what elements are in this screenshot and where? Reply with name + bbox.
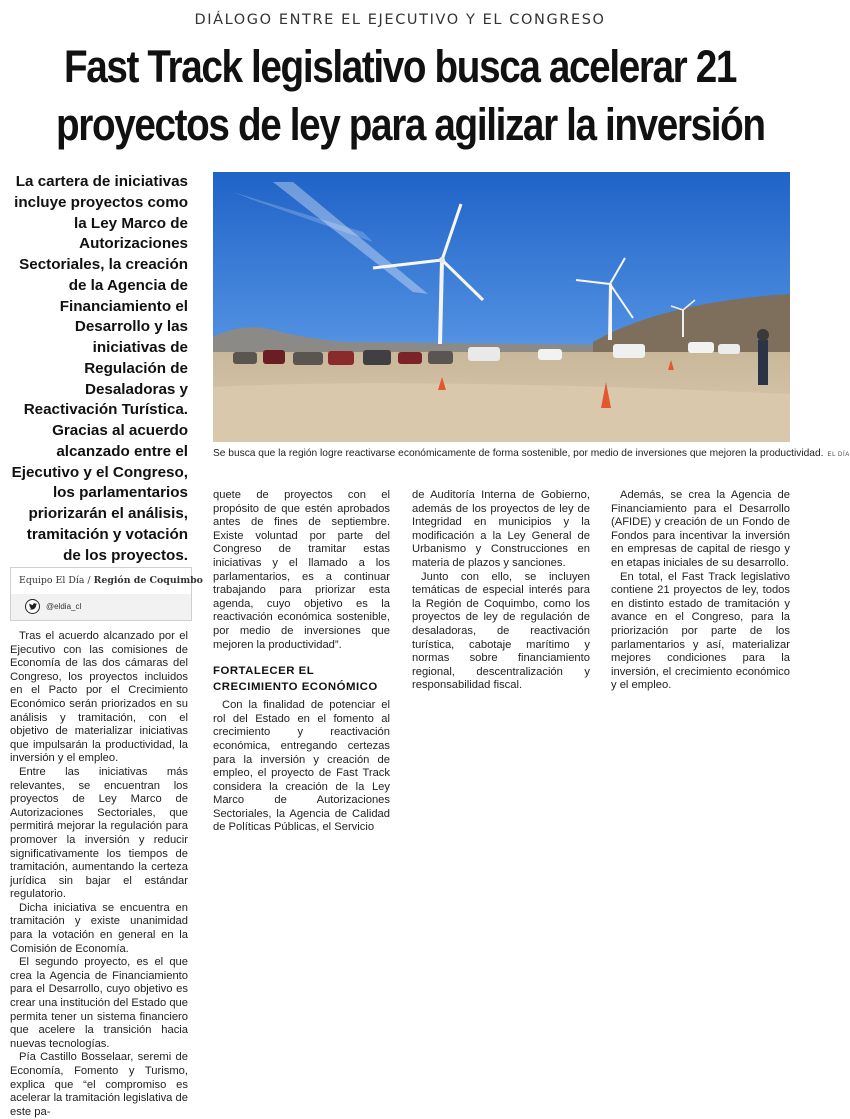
body-column-4 — [611, 489, 790, 693]
paragraph: Pía Castillo Bosselaar, seremi de Economía, Fomento y Turismo, explica que “el compromiso es acelerar la tramitación legislativa de este pa- — [10, 1051, 188, 1118]
wind-turbine-photo — [213, 172, 790, 442]
section-subhead — [213, 664, 390, 695]
photo-caption-text: Se busca que la región logre reactivarse económicamente de forma sostenible, por medio de inversiones que mejoren la productividad. — [213, 448, 824, 459]
byline-box — [10, 567, 203, 621]
subhead-line-1: FORTALECER EL — [213, 665, 315, 678]
twitter-icon — [25, 599, 40, 614]
kicker: DIÁLOGO ENTRE EL EJECUTIVO Y EL CONGRESO — [194, 12, 606, 28]
byline-team: Equipo El Día / — [19, 575, 91, 586]
body-column-1 — [10, 630, 188, 1119]
paragraph: En total, el Fast Track legislativo contiene 21 proyectos de ley, todos en distinto estado de tramitación y avance en el Congreso, para la priorización por parte de los parlamentarios y así, materializar mejores condiciones para la inversión, el crecimiento económico y el empleo. — [611, 570, 790, 692]
headline-line-1: Fast Track legislativo busca acelerar 21 — [63, 41, 737, 92]
body-column-3 — [412, 489, 590, 693]
lede-summary: La cartera de iniciativas incluye proyectos como la Ley Marco de Autorizaciones Sectoriales, la creación de la Agencia de Financiamiento el Desarrollo y las iniciativas de Regulación de Desaladoras y Reactivación Turística. Gracias al acuerdo alcanzado entre el Ejecutivo y el Congreso, los parlamentarios priorizarán el análisis, tramitación y votación de los proyectos. — [11, 173, 188, 564]
paragraph: Junto con ello, se incluyen temáticas de especial interés para la Región de Coquimbo, como los proyectos de ley de regulación de desaladoras, de reactivación turística, cabotaje marítimo y normas sobre financiamiento regional, descentralización y responsabilidad fiscal. — [412, 570, 590, 692]
paragraph: quete de proyectos con el propósito de que estén aprobados antes de fines de septiembre. Existe voluntad por parte del Congreso de tramitar estas iniciativas y el llamado a los parlamentarios, es a continuar trabajando para priorizar esta agenda, cuyo objetivo es la reactivación económica sostenible, por medio de inversiones que mejoren la productividad”. — [213, 489, 390, 651]
byline-region: Región de Coquimbo — [93, 575, 203, 586]
body-column-2 — [213, 489, 390, 835]
paragraph: de Auditoría Interna de Gobierno, además de los proyectos de ley de Integridad en municipios y la modificación a la Ley General de Urbanismo y Construcciones en materia de plazos y sanciones. — [412, 489, 590, 569]
social-handle[interactable] — [11, 594, 191, 619]
paragraph: El segundo proyecto, es el que crea la Agencia de Financiamiento para el Desarrollo, cuyo objetivo es crear una institución del Estado que permita tener un sistema financiero que acelere la transición hacia nuevas tecnologías. — [10, 956, 188, 1050]
headline-line-2: proyectos de ley para agilizar la inversión — [56, 99, 765, 150]
paragraph: Además, se crea la Agencia de Financiamiento para el Desarrollo (AFIDE) y creación de un Fondo de Fondos para incentivar la inversión en empresas de capital de riesgo y en etapas iniciales de su desarrollo. — [611, 489, 790, 569]
paragraph: Entre las iniciativas más relevantes, se encuentran los proyectos de Ley Marco de Autorizaciones Sectoriales, que permitirá mejorar la regulación para promover la inversión y reducir significativamente los tiempos de tramitación, aumentando la certeza jurídica sin bajar el estándar regulatorio. — [10, 765, 188, 901]
photo-caption — [213, 447, 850, 462]
photo-credit: EL DÍA — [827, 452, 850, 458]
paragraph: Tras el acuerdo alcanzado por el Ejecutivo con las comisiones de Economía de las dos cámaras del Congreso, los proyectos incluidos en el Pacto por el Crecimiento Económico serán priorizados en su análisis y tramitación, con el objetivo de materializar iniciativas que impulsarán la productividad, la inversión y el empleo. — [10, 630, 188, 765]
headline — [56, 38, 765, 154]
paragraph: Con la finalidad de potenciar el rol del Estado en el fomento al crecimiento y reactivación económica, entregando certezas para la inversión y creación de empleo, el proyecto de Fast Track considera la creación de la Ley Marco de Autorizaciones Sectoriales, la Agencia de Calidad de Políticas Públicas, el Servicio — [213, 699, 390, 834]
paragraph: Dicha iniciativa se encuentra en tramitación y existe unanimidad para la votación en general en la Comisión de Economía. — [10, 901, 188, 955]
subhead-line-2: CRECIMIENTO ECONÓMICO — [213, 680, 378, 693]
byline-author — [11, 568, 203, 594]
twitter-handle: @eldia_cl — [46, 602, 82, 611]
